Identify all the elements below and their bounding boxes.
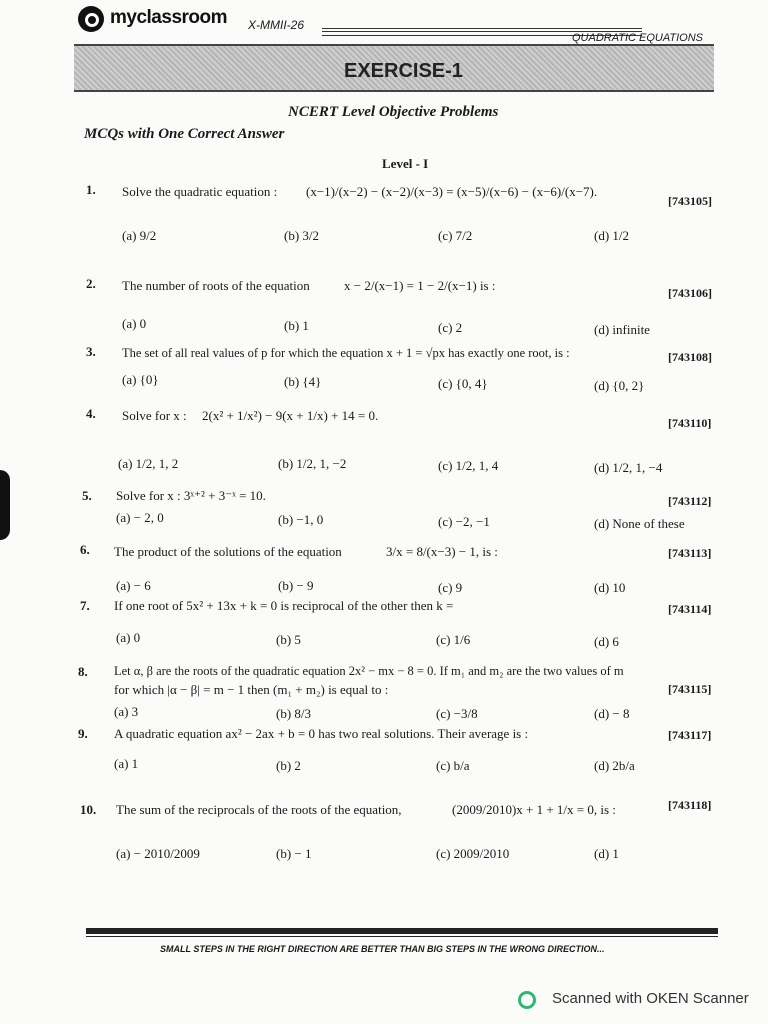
option-c: (c) {0, 4} <box>438 376 488 391</box>
question-text: The sum of the reciprocals of the roots of the equation, <box>116 802 402 817</box>
level-heading: Level - I <box>382 156 429 171</box>
option-d: (d) 6 <box>594 634 619 649</box>
question-code: [743106] <box>668 286 712 300</box>
question-code: [743115] <box>668 682 712 696</box>
option-d: (d) 2b/a <box>594 758 635 773</box>
option-d: (d) 1 <box>594 846 619 861</box>
question-math: for which |α − β| = m − 1 then (m₁ + m₂) is equal to : <box>114 682 389 697</box>
question-math: 2(x² + 1/x²) − 9(x + 1/x) + 14 = 0. <box>202 408 379 423</box>
option-c: (c) −3/8 <box>436 706 478 721</box>
question-math: (x−1)/(x−2) − (x−2)/(x−3) = (x−5)/(x−6) − (x−6)/(x−7). <box>306 184 598 199</box>
scanner-logo-icon <box>518 991 536 1009</box>
option-b: (b) −1, 0 <box>278 512 324 527</box>
question-code: [743112] <box>668 494 712 508</box>
option-a: (a) 0 <box>116 630 141 645</box>
question-text: The set of all real values of p for which the equation x + 1 = √px has exactly one root, is : <box>122 346 570 360</box>
option-a: (a) 3 <box>114 704 139 719</box>
option-a: (a) 0 <box>122 316 147 331</box>
question-text: If one root of 5x² + 13x + k = 0 is reciprocal of the other then k = <box>114 598 454 613</box>
question-text: Solve for x : 3ˣ⁺² + 3⁻ˣ = 10. <box>116 488 266 503</box>
option-b: (b) − 1 <box>276 846 312 861</box>
option-b: (b) 8/3 <box>276 706 312 721</box>
option-b: (b) − 9 <box>278 578 314 593</box>
option-c: (c) 9 <box>438 580 463 595</box>
option-c: (c) b/a <box>436 758 470 773</box>
question-number: 4. <box>86 406 96 421</box>
question-number: 7. <box>80 598 90 613</box>
option-c: (c) −2, −1 <box>438 514 490 529</box>
option-d: (d) infinite <box>594 322 650 337</box>
question-code: [743105] <box>668 194 712 208</box>
question-code: [743113] <box>668 546 712 560</box>
brand-logo-icon <box>78 6 104 32</box>
question-code: [743117] <box>668 728 712 742</box>
exercise-banner <box>74 44 714 92</box>
option-d: (d) {0, 2} <box>594 378 645 393</box>
question-number: 2. <box>86 276 96 291</box>
option-c: (c) 2 <box>438 320 463 335</box>
page-edge-shadow <box>0 470 10 540</box>
question-text: Solve the quadratic equation : <box>122 184 278 199</box>
option-a: (a) 1/2, 1, 2 <box>118 456 179 471</box>
question-text: Let α, β are the roots of the quadratic equation 2x² − mx − 8 = 0. If m₁ and m₂ are the two values of m <box>114 664 624 678</box>
option-a: (a) − 2, 0 <box>116 510 164 525</box>
question-text: Solve for x : <box>122 408 187 423</box>
footer-rule <box>86 928 718 934</box>
question-math: 3/x = 8/(x−3) − 1, is : <box>386 544 498 559</box>
option-d: (d) None of these <box>594 516 685 531</box>
option-d: (d) 1/2, 1, −4 <box>594 460 663 475</box>
question-text: The number of roots of the equation <box>122 278 310 293</box>
option-b: (b) 1/2, 1, −2 <box>278 456 347 471</box>
section-heading: MCQs with One Correct Answer <box>84 126 285 142</box>
exercise-title: EXERCISE-1 <box>344 60 463 82</box>
question-text: The product of the solutions of the equation <box>114 544 342 559</box>
question-number: 8. <box>78 664 88 679</box>
brand-name: myclassroom <box>110 7 228 28</box>
footer-rule-thin <box>86 936 718 937</box>
question-number: 3. <box>86 344 96 359</box>
question-text: A quadratic equation ax² − 2ax + b = 0 has two real solutions. Their average is : <box>114 726 529 741</box>
chapter-title: QUADRATIC EQUATIONS <box>572 32 703 44</box>
question-math: x − 2/(x−1) = 1 − 2/(x−1) is : <box>344 278 496 293</box>
option-c: (c) 7/2 <box>438 228 473 243</box>
question-number: 5. <box>82 488 92 503</box>
option-c: (c) 1/2, 1, 4 <box>438 458 499 473</box>
question-number: 10. <box>80 802 97 817</box>
option-b: (b) 5 <box>276 632 301 647</box>
option-a: (a) − 2010/2009 <box>116 846 200 861</box>
question-number: 1. <box>86 182 96 197</box>
question-code: [743114] <box>668 602 712 616</box>
question-math: (2009/2010)x + 1 + 1/x = 0, is : <box>452 802 616 817</box>
question-number: 6. <box>80 542 90 557</box>
option-b: (b) 2 <box>276 758 301 773</box>
option-b: (b) 3/2 <box>284 228 320 243</box>
footer-motto: SMALL STEPS IN THE RIGHT DIRECTION ARE BETTER THAN BIG STEPS IN THE WRONG DIRECTION... <box>160 944 605 954</box>
question-number: 9. <box>78 726 88 741</box>
question-code: [743110] <box>668 416 712 430</box>
option-a: (a) 9/2 <box>122 228 157 243</box>
option-d: (d) 1/2 <box>594 228 630 243</box>
option-c: (c) 2009/2010 <box>436 846 510 861</box>
option-a: (a) {0} <box>122 372 159 387</box>
option-d: (d) 10 <box>594 580 626 595</box>
section-subtitle: NCERT Level Objective Problems <box>288 104 499 120</box>
scanner-watermark: Scanned with OKEN Scanner <box>552 990 749 1007</box>
option-b: (b) 1 <box>284 318 309 333</box>
module-code: X-MMII-26 <box>248 18 305 32</box>
option-a: (a) − 6 <box>116 578 151 593</box>
question-code: [743118] <box>668 798 712 812</box>
option-d: (d) − 8 <box>594 706 630 721</box>
question-code: [743108] <box>668 350 712 364</box>
option-a: (a) 1 <box>114 756 139 771</box>
option-c: (c) 1/6 <box>436 632 471 647</box>
option-b: (b) {4} <box>284 374 322 389</box>
